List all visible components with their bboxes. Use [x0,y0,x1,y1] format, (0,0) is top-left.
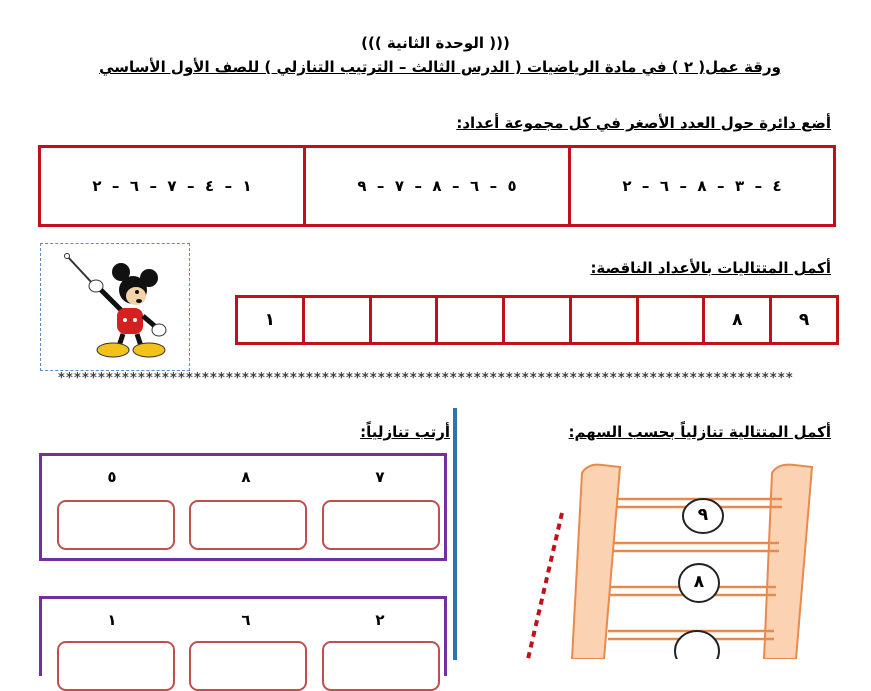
section2-heading: أكمل المتتاليات بالأعداد الناقصة: [590,259,831,277]
number-groups-box [38,145,836,227]
ordering-number: ٨ [241,468,251,486]
sequence-cell[interactable] [572,298,639,342]
ladder-graphic [520,455,840,659]
ordering-number: ٦ [241,611,251,629]
number-group-1[interactable]: ٤ – ٣ – ٨ – ٦ – ٢ [622,177,782,195]
ladder-value[interactable]: ٩ [697,505,709,525]
sequence-cell[interactable]: ٨ [705,298,772,342]
sequence-cell[interactable]: ٩ [798,310,810,330]
worksheet-subtitle: ورقة عمل( ٢ ) في مادة الرياضيات ( الدرس الثالث – الترتيب التنازلي ) للصف الأول الأساسي [99,58,781,76]
sequence-cell[interactable] [639,298,706,342]
number-group-2[interactable]: ٥ – ٦ – ٨ – ٧ – ٩ [306,148,571,224]
section1-heading: أضع دائرة حول العدد الأصغر في كل مجموعة أعداد: [456,114,831,132]
ordering-box-1 [39,453,447,561]
sequence-cell[interactable] [438,298,505,342]
answer-box[interactable] [57,641,175,691]
ordering-number: ٢ [375,611,385,629]
mickey-mouse-image [40,243,190,371]
unit-title: ((( الوحدة الثانية ))) [361,34,510,52]
answer-box[interactable] [189,641,307,691]
sequence-cell[interactable] [372,298,439,342]
answer-box[interactable] [189,500,307,550]
sequence-cell[interactable] [305,298,372,342]
ordering-number: ١ [107,611,117,629]
ladder-value[interactable]: ٨ [693,572,705,592]
ordering-box-2 [39,596,447,676]
star-separator: ******************************************************************************************** [58,371,794,386]
section4-heading: أرتب تنازلياً: [360,423,450,441]
answer-box[interactable] [57,500,175,550]
answer-box[interactable] [322,641,440,691]
answer-box[interactable] [322,500,440,550]
section3-heading: أكمل المتتالية تنازلياً بحسب السهم: [568,423,831,441]
column-divider [453,408,457,660]
sequence-boxes [235,295,839,345]
ordering-number: ٥ [107,468,117,486]
sequence-cell[interactable] [505,298,572,342]
ordering-number: ٧ [375,468,385,486]
sequence-cell[interactable]: ١ [238,298,305,342]
number-group-3[interactable]: ١ – ٤ – ٧ – ٦ – ٢ [41,148,306,224]
